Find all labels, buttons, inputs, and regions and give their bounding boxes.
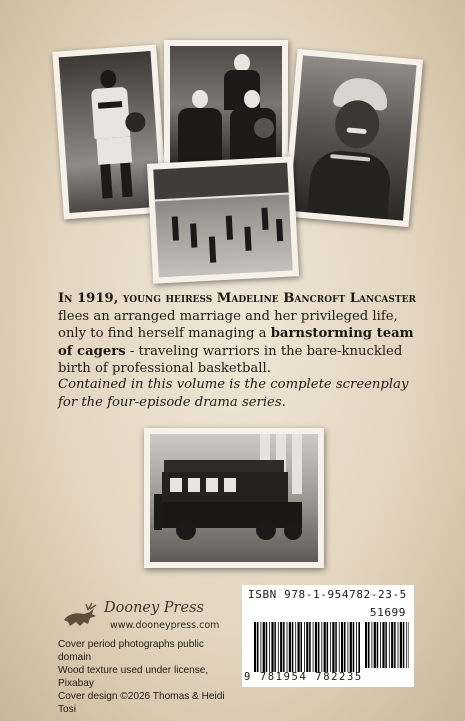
isbn-text: ISBN 978-1-954782-23-5	[248, 588, 407, 601]
credit-line: Cover period photographs public domain	[58, 639, 204, 663]
barcode-bars	[254, 622, 360, 672]
description-text-2: - traveling warriors in the bare-knuckled birth of professional basketball.	[58, 343, 403, 376]
credit-line: Wood texture used under license, Pixabay	[58, 665, 209, 689]
photo-two-women	[164, 40, 288, 170]
screenplay-note: Contained in this volume is the complete screenplay for the four-episode drama series.	[58, 377, 409, 410]
credit-line: Cover design ©2026 Thomas & Heidi Tosi	[58, 691, 225, 715]
photo-vintage-bus	[144, 428, 324, 568]
photo-basketball-court	[147, 156, 299, 283]
description-paragraph	[58, 290, 418, 378]
price-code: 51699	[369, 606, 406, 619]
publisher-name: Dooney Press	[104, 600, 204, 616]
barcode-digits: 9 781954 782235	[244, 671, 363, 683]
isbn-barcode	[242, 585, 414, 687]
barcode-addon-bars	[365, 622, 409, 668]
reindeer-logo-icon	[58, 600, 100, 632]
photo-smiling-girl	[283, 49, 423, 227]
description-emphasis: barnstorming team of cagers	[58, 326, 414, 359]
publisher-url: www.dooneypress.com	[110, 620, 220, 631]
description-text-1: flees an arranged marriage and her privileged life, only to find herself managing a	[58, 308, 398, 341]
cover-credits	[58, 638, 238, 716]
publisher-logo	[58, 600, 218, 634]
lead-phrase: In 1919, young heiress Madeline Bancroft Lancaster	[58, 291, 416, 306]
